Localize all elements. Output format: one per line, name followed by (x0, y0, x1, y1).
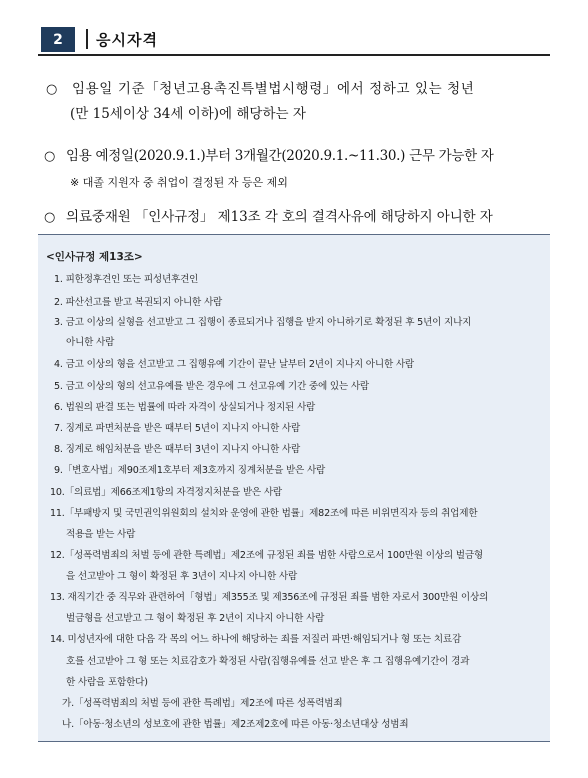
regulation-line: 14. 미성년자에 대한 다음 각 목의 어느 하나에 해당하는 죄를 저질러 파면·해임되거나 형 또는 치료감 (50, 634, 462, 645)
regulation-line: 2. 파산선고를 받고 복권되지 아니한 사람 (54, 297, 223, 308)
header-underline (38, 54, 550, 56)
regulation-line: 3. 금고 이상의 실형을 선고받고 그 집행이 종료되거나 집행을 받지 아니하기로 확정된 후 5년이 지나지 (54, 317, 472, 328)
condition-age (46, 77, 554, 127)
regulation-line: 한 사람을 포함한다) (66, 677, 148, 688)
condition-disqualification (44, 205, 552, 230)
regulation-line: 8. 징계로 해임처분을 받은 때부터 3년이 지나지 아니한 사람 (54, 444, 301, 455)
exclusion-note: ※ 대졸 지원자 중 취업이 결정된 자 등은 제외 (70, 176, 288, 189)
regulation-line: 6. 법원의 판결 또는 법률에 따라 자격이 상실되거나 정지된 사람 (54, 402, 316, 413)
regulation-line: 12.「성폭력범죄의 처벌 등에 관한 특례법」제2조에 규정된 죄를 범한 사람으로서 100만원 이상의 벌금형 (50, 550, 483, 561)
regulation-line: 호를 선고받아 그 형 또는 치료감호가 확정된 사람(집행유예를 선고 받은 후 그 집행유예기간이 경과 (66, 656, 470, 667)
regulation-line: 적용을 받는 사람 (66, 529, 136, 540)
regulation-line: 아니한 사람 (66, 337, 115, 348)
regulation-line: 5. 금고 이상의 형의 선고유예를 받은 경우에 그 선고유예 기간 중에 있는 사람 (54, 381, 369, 392)
regulation-line: 9.「변호사법」제90조제1호부터 제3호까지 징계처분을 받은 사람 (54, 465, 326, 476)
regulation-line: 10.「의료법」제66조제1항의 자격정지처분을 받은 사람 (50, 487, 282, 498)
regulation-line: 7. 징계로 파면처분을 받은 때부터 5년이 지나지 아니한 사람 (54, 423, 301, 434)
condition-text: 임용 예정일(2020.9.1.)부터 3개월간(2020.9.1.~11.30.) 근무 가능한 자 (66, 148, 494, 164)
regulation-line: 나.「아동·청소년의 성보호에 관한 법률」제2조제2호에 따른 아동·청소년대상 성범죄 (62, 719, 409, 730)
condition-text: 임용일 기준「청년고용촉진특별법시행령」에서 정하고 있는 청년 (72, 81, 475, 97)
regulation-line: 벌금형을 선고받고 그 형이 확정된 후 2년이 지나지 아니한 사람 (66, 613, 325, 624)
bullet-circle-icon: ○ (46, 82, 58, 97)
regulation-line: 1. 피한정후견인 또는 피성년후견인 (54, 274, 199, 285)
condition-text: 의료중재원 「인사규정」 제13조 각 호의 결격사유에 해당하지 아니한 자 (66, 209, 493, 225)
regulation-line: 4. 금고 이상의 형을 선고받고 그 집행유예 기간이 끝난 날부터 2년이 지나지 아니한 사람 (54, 359, 414, 370)
section-title: 응시자격 (96, 31, 158, 49)
regulation-line: 11.「부패방지 및 국민권익위원회의 설치와 운영에 관한 법률」제82조에 따른 비위면직자 등의 취업제한 (50, 508, 478, 519)
bullet-circle-icon: ○ (44, 210, 56, 225)
section-number-badge: 2 (41, 27, 75, 52)
regulation-box (38, 234, 550, 742)
section-header (38, 27, 550, 53)
regulation-line: 13. 재직기간 중 직무와 관련하여「형법」제355조 및 제356조에 규정된 죄를 범한 자로서 300만원 이상의 (50, 592, 489, 603)
condition-text-continued: (만 15세이상 34세 이하)에 해당하는 자 (70, 106, 306, 122)
bullet-circle-icon: ○ (44, 149, 56, 164)
regulation-title: <인사규정 제13조> (46, 251, 143, 263)
regulation-line: 가.「성폭력범죄의 처벌 등에 관한 특례법」제2조에 따른 성폭력범죄 (62, 698, 343, 709)
condition-availability (44, 144, 552, 169)
regulation-line: 을 선고받아 그 형이 확정된 후 3년이 지나지 아니한 사람 (66, 571, 298, 582)
title-divider (86, 29, 88, 49)
